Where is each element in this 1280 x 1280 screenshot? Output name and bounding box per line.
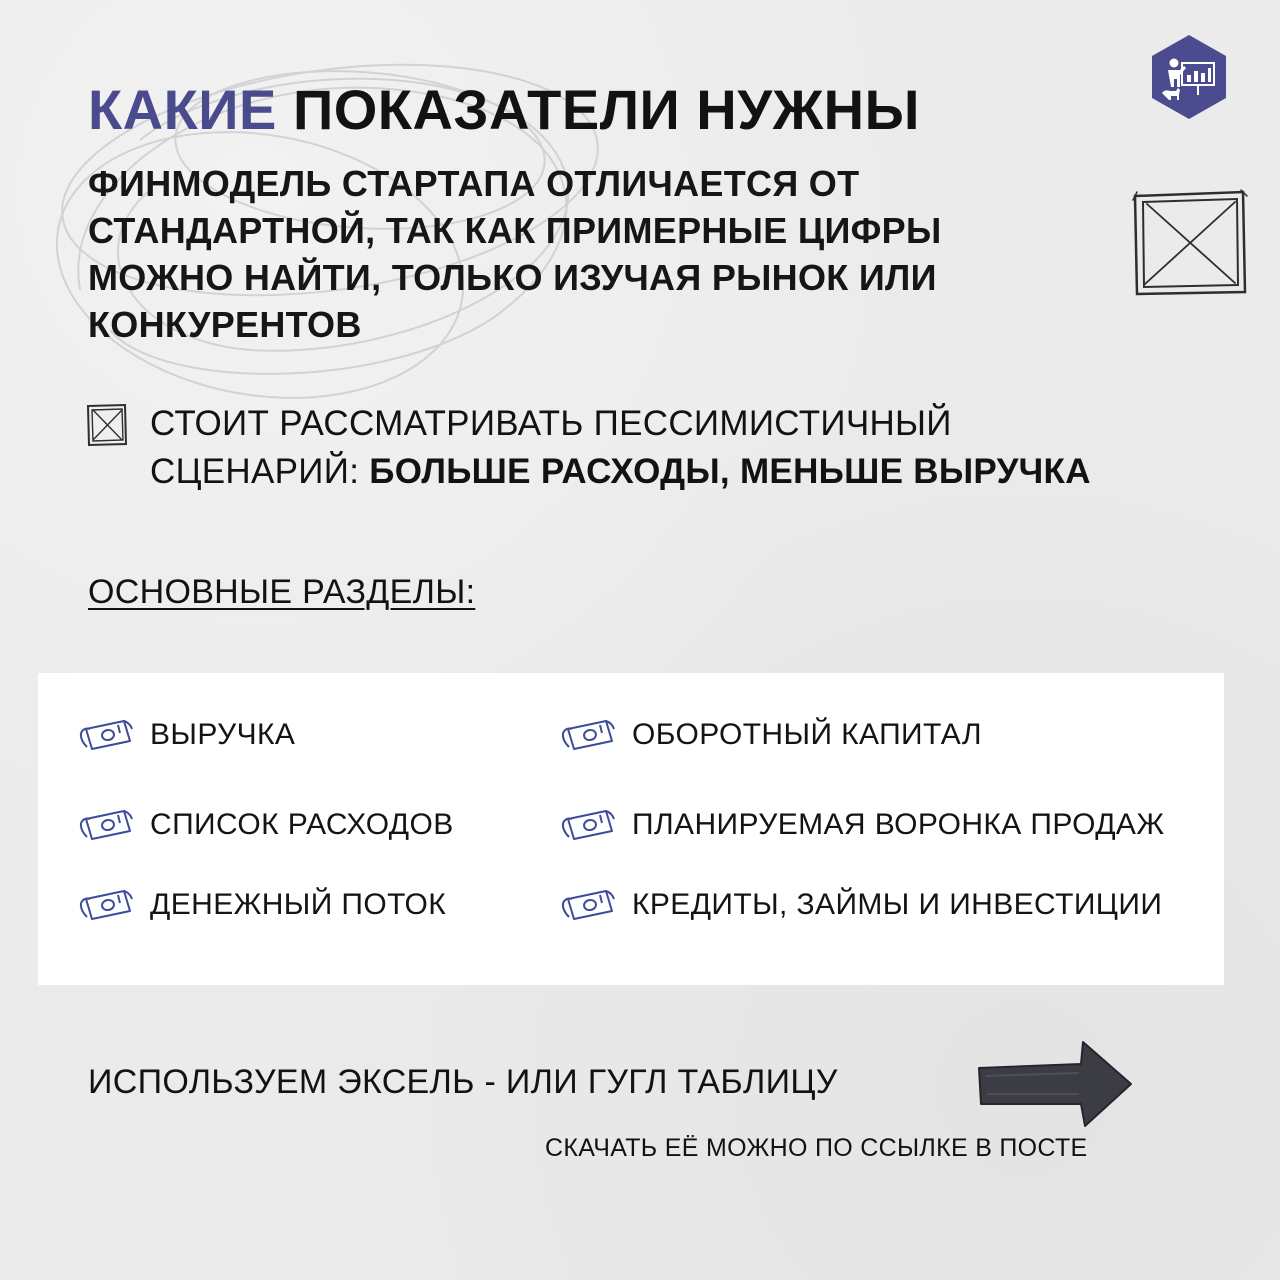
intro-paragraph bbox=[88, 160, 942, 348]
tip-line-1: СТОИТ РАССМАТРИВАТЬ ПЕССИМИСТИЧНЫЙ bbox=[150, 404, 952, 443]
footer-note: СКАЧАТЬ ЕЁ МОЖНО ПО ССЫЛКЕ В ПОСТЕ bbox=[545, 1134, 1088, 1162]
section-item-label: ДЕНЕЖНЫЙ ПОТОК bbox=[150, 888, 447, 921]
section-item-label: КРЕДИТЫ, ЗАЙМЫ И ИНВЕСТИЦИИ bbox=[632, 888, 1163, 921]
footer-text: ИСПОЛЬЗУЕМ ЭКСЕЛЬ - ИЛИ ГУГЛ ТАБЛИЦУ bbox=[88, 1063, 838, 1101]
money-bill-icon bbox=[560, 887, 616, 923]
intro-line: КОНКУРЕНТОВ bbox=[88, 304, 362, 345]
intro-line: СТАНДАРТНОЙ, ТАК КАК ПРИМЕРНЫЕ ЦИФРЫ bbox=[88, 210, 942, 251]
crossed-box-icon bbox=[1131, 188, 1249, 298]
tip-emphasis: БОЛЬШЕ РАСХОДЫ, МЕНЬШЕ ВЫРУЧКА bbox=[369, 452, 1091, 491]
section-item-label: ПЛАНИРУЕМАЯ ВОРОНКА ПРОДАЖ bbox=[632, 808, 1165, 841]
title-accent: КАКИЕ bbox=[88, 78, 277, 141]
crossed-checkbox-icon bbox=[85, 402, 129, 448]
section-item bbox=[78, 803, 454, 847]
money-bill-icon bbox=[560, 807, 616, 843]
money-bill-icon bbox=[78, 717, 134, 753]
tip-line-2 bbox=[150, 448, 1091, 496]
money-bill-icon bbox=[560, 717, 616, 753]
money-bill-icon bbox=[78, 887, 134, 923]
arrow-right-icon bbox=[975, 1038, 1135, 1130]
section-item-label: ВЫРУЧКА bbox=[150, 718, 296, 751]
tip-scenario-label: СЦЕНАРИЙ: bbox=[150, 452, 370, 491]
section-item bbox=[560, 883, 1162, 927]
money-bill-icon bbox=[78, 807, 134, 843]
section-item bbox=[560, 713, 982, 757]
page-title bbox=[88, 78, 920, 142]
section-item-label: СПИСОК РАСХОДОВ bbox=[150, 808, 454, 841]
section-item-label: ОБОРОТНЫЙ КАПИТАЛ bbox=[632, 718, 982, 751]
section-item bbox=[78, 883, 446, 927]
intro-line: МОЖНО НАЙТИ, ТОЛЬКО ИЗУЧАЯ РЫНОК ИЛИ bbox=[88, 257, 937, 298]
intro-line: ФИНМОДЕЛЬ СТАРТАПА ОТЛИЧАЕТСЯ ОТ bbox=[88, 163, 860, 204]
section-item bbox=[560, 803, 1164, 847]
sections-card bbox=[38, 673, 1224, 985]
title-rest: ПОКАЗАТЕЛИ НУЖНЫ bbox=[292, 78, 920, 141]
tip-text bbox=[150, 400, 1091, 496]
sections-heading: ОСНОВНЫЕ РАЗДЕЛЫ: bbox=[88, 573, 476, 611]
section-item bbox=[78, 713, 295, 757]
presenter-chart-hexagon-icon bbox=[1152, 35, 1226, 119]
